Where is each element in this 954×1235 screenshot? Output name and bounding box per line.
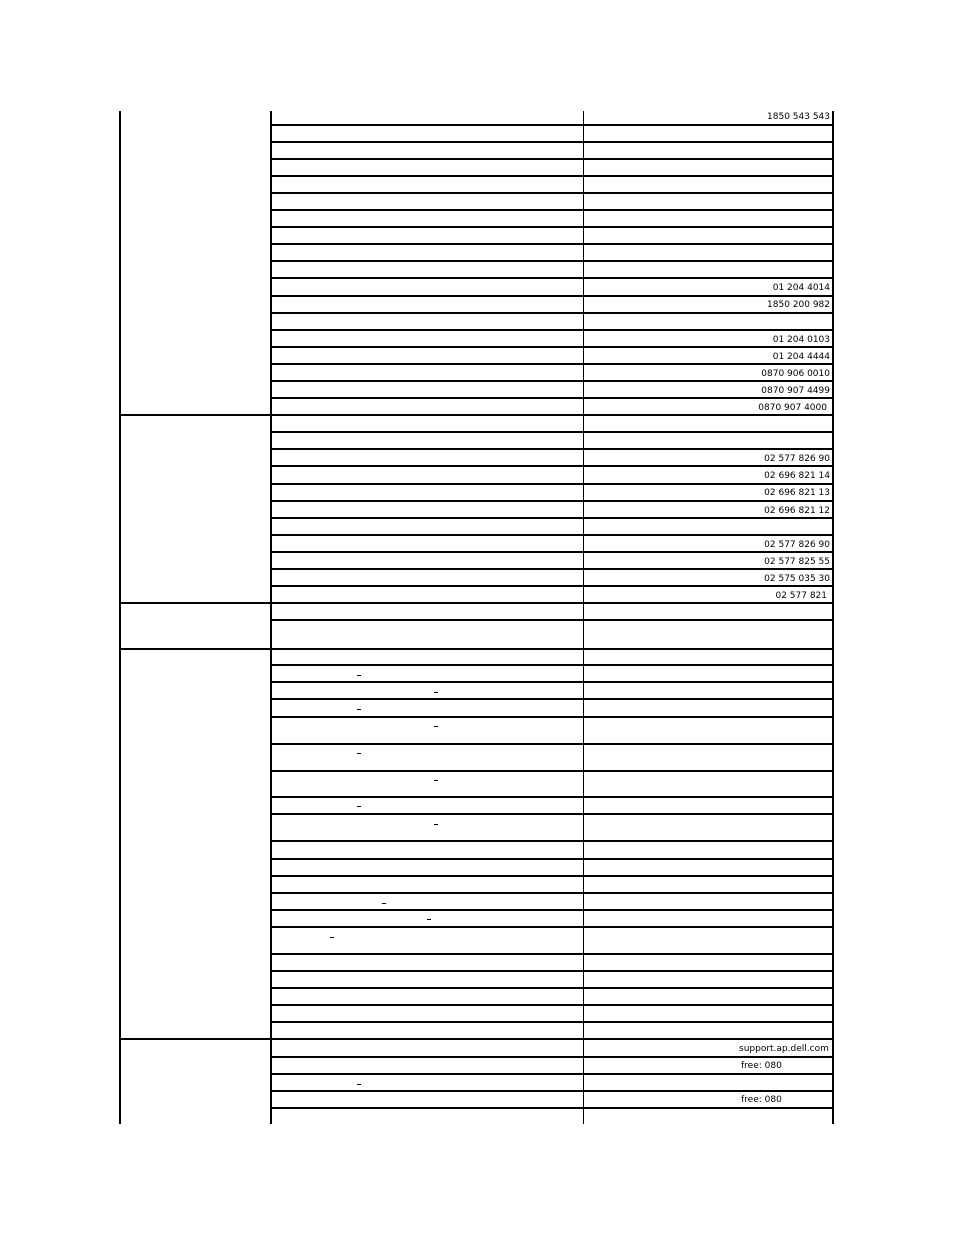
row-separator <box>270 346 834 348</box>
phone-number: 02 696 821 13 <box>764 488 830 498</box>
row-separator <box>270 1004 834 1006</box>
row-separator <box>270 585 834 587</box>
row-separator <box>270 716 834 718</box>
row-separator <box>270 681 834 683</box>
row-separator <box>270 875 834 877</box>
row-separator <box>270 619 834 621</box>
table-border-left <box>119 111 121 1124</box>
underscore-mark <box>357 753 361 754</box>
phone-number: 02 696 821 12 <box>764 506 830 516</box>
phone-number: 0870 907 4499 <box>761 386 830 396</box>
phone-number: 1850 543 543 <box>767 112 830 122</box>
group-separator <box>119 648 834 650</box>
phone-number: 01 204 0103 <box>772 335 830 345</box>
phone-number: 02 696 821 14 <box>764 471 830 481</box>
row-separator <box>270 260 834 262</box>
phone-number: 02 577 826 90 <box>764 454 830 464</box>
row-separator <box>270 1021 834 1023</box>
phone-number: 02 575 035 30 <box>764 574 830 584</box>
row-separator <box>270 124 834 126</box>
phone-number: 02 577 826 90 <box>764 540 830 550</box>
phone-number: 02 577 825 55 <box>764 557 830 567</box>
row-separator <box>270 277 834 279</box>
row-separator <box>270 970 834 972</box>
row-separator <box>270 295 834 297</box>
phone-number: 0870 907 4000 <box>758 403 827 413</box>
underscore-mark <box>330 937 334 938</box>
table-border-right <box>832 111 834 1124</box>
underscore-mark <box>357 1084 361 1085</box>
row-separator <box>270 192 834 194</box>
row-separator <box>270 380 834 382</box>
support-link[interactable]: support.ap.dell.com <box>739 1044 829 1054</box>
row-separator <box>270 397 834 399</box>
underscore-mark <box>357 806 361 807</box>
phone-number: 1850 200 982 <box>767 300 830 310</box>
row-separator <box>270 892 834 894</box>
row-separator <box>270 698 834 700</box>
row-separator <box>270 926 834 928</box>
row-separator <box>270 363 834 365</box>
row-separator <box>270 534 834 536</box>
row-separator <box>270 1056 834 1058</box>
row-separator <box>270 796 834 798</box>
underscore-mark <box>434 780 438 781</box>
row-separator <box>270 664 834 666</box>
row-separator <box>270 813 834 815</box>
toll-free-number: free: 080 <box>741 1095 782 1105</box>
row-separator <box>270 209 834 211</box>
row-separator <box>270 568 834 570</box>
row-separator <box>270 909 834 911</box>
underscore-mark <box>434 692 438 693</box>
row-separator <box>270 158 834 160</box>
underscore-mark <box>434 824 438 825</box>
toll-free-number: free: 080 <box>741 1061 782 1071</box>
row-separator <box>270 465 834 467</box>
row-separator <box>270 1107 834 1109</box>
underscore-mark <box>357 709 361 710</box>
row-separator <box>270 431 834 433</box>
row-separator <box>270 858 834 860</box>
row-separator <box>270 141 834 143</box>
row-separator <box>270 1073 834 1075</box>
column-divider-2 <box>583 111 584 1124</box>
row-separator <box>270 483 834 485</box>
row-separator <box>270 243 834 245</box>
row-separator <box>270 226 834 228</box>
row-separator <box>270 175 834 177</box>
group-separator <box>119 414 834 416</box>
underscore-mark <box>434 726 438 727</box>
phone-number: 01 204 4014 <box>772 283 830 293</box>
phone-number: 02 577 821 <box>775 591 827 601</box>
row-separator <box>270 1090 834 1092</box>
row-separator <box>270 840 834 842</box>
phone-number: 01 204 4444 <box>772 352 830 362</box>
row-separator <box>270 448 834 450</box>
group-separator <box>119 602 834 604</box>
row-separator <box>270 551 834 553</box>
underscore-mark <box>357 675 361 676</box>
underscore-mark <box>427 919 431 920</box>
phone-number: 0870 906 0010 <box>761 369 830 379</box>
row-separator <box>270 500 834 502</box>
row-separator <box>270 770 834 772</box>
row-separator <box>270 329 834 331</box>
group-separator <box>119 1038 834 1040</box>
row-separator <box>270 517 834 519</box>
row-separator <box>270 312 834 314</box>
row-separator <box>270 953 834 955</box>
underscore-mark <box>382 903 386 904</box>
row-separator <box>270 987 834 989</box>
row-separator <box>270 743 834 745</box>
column-divider-1 <box>270 111 272 1124</box>
